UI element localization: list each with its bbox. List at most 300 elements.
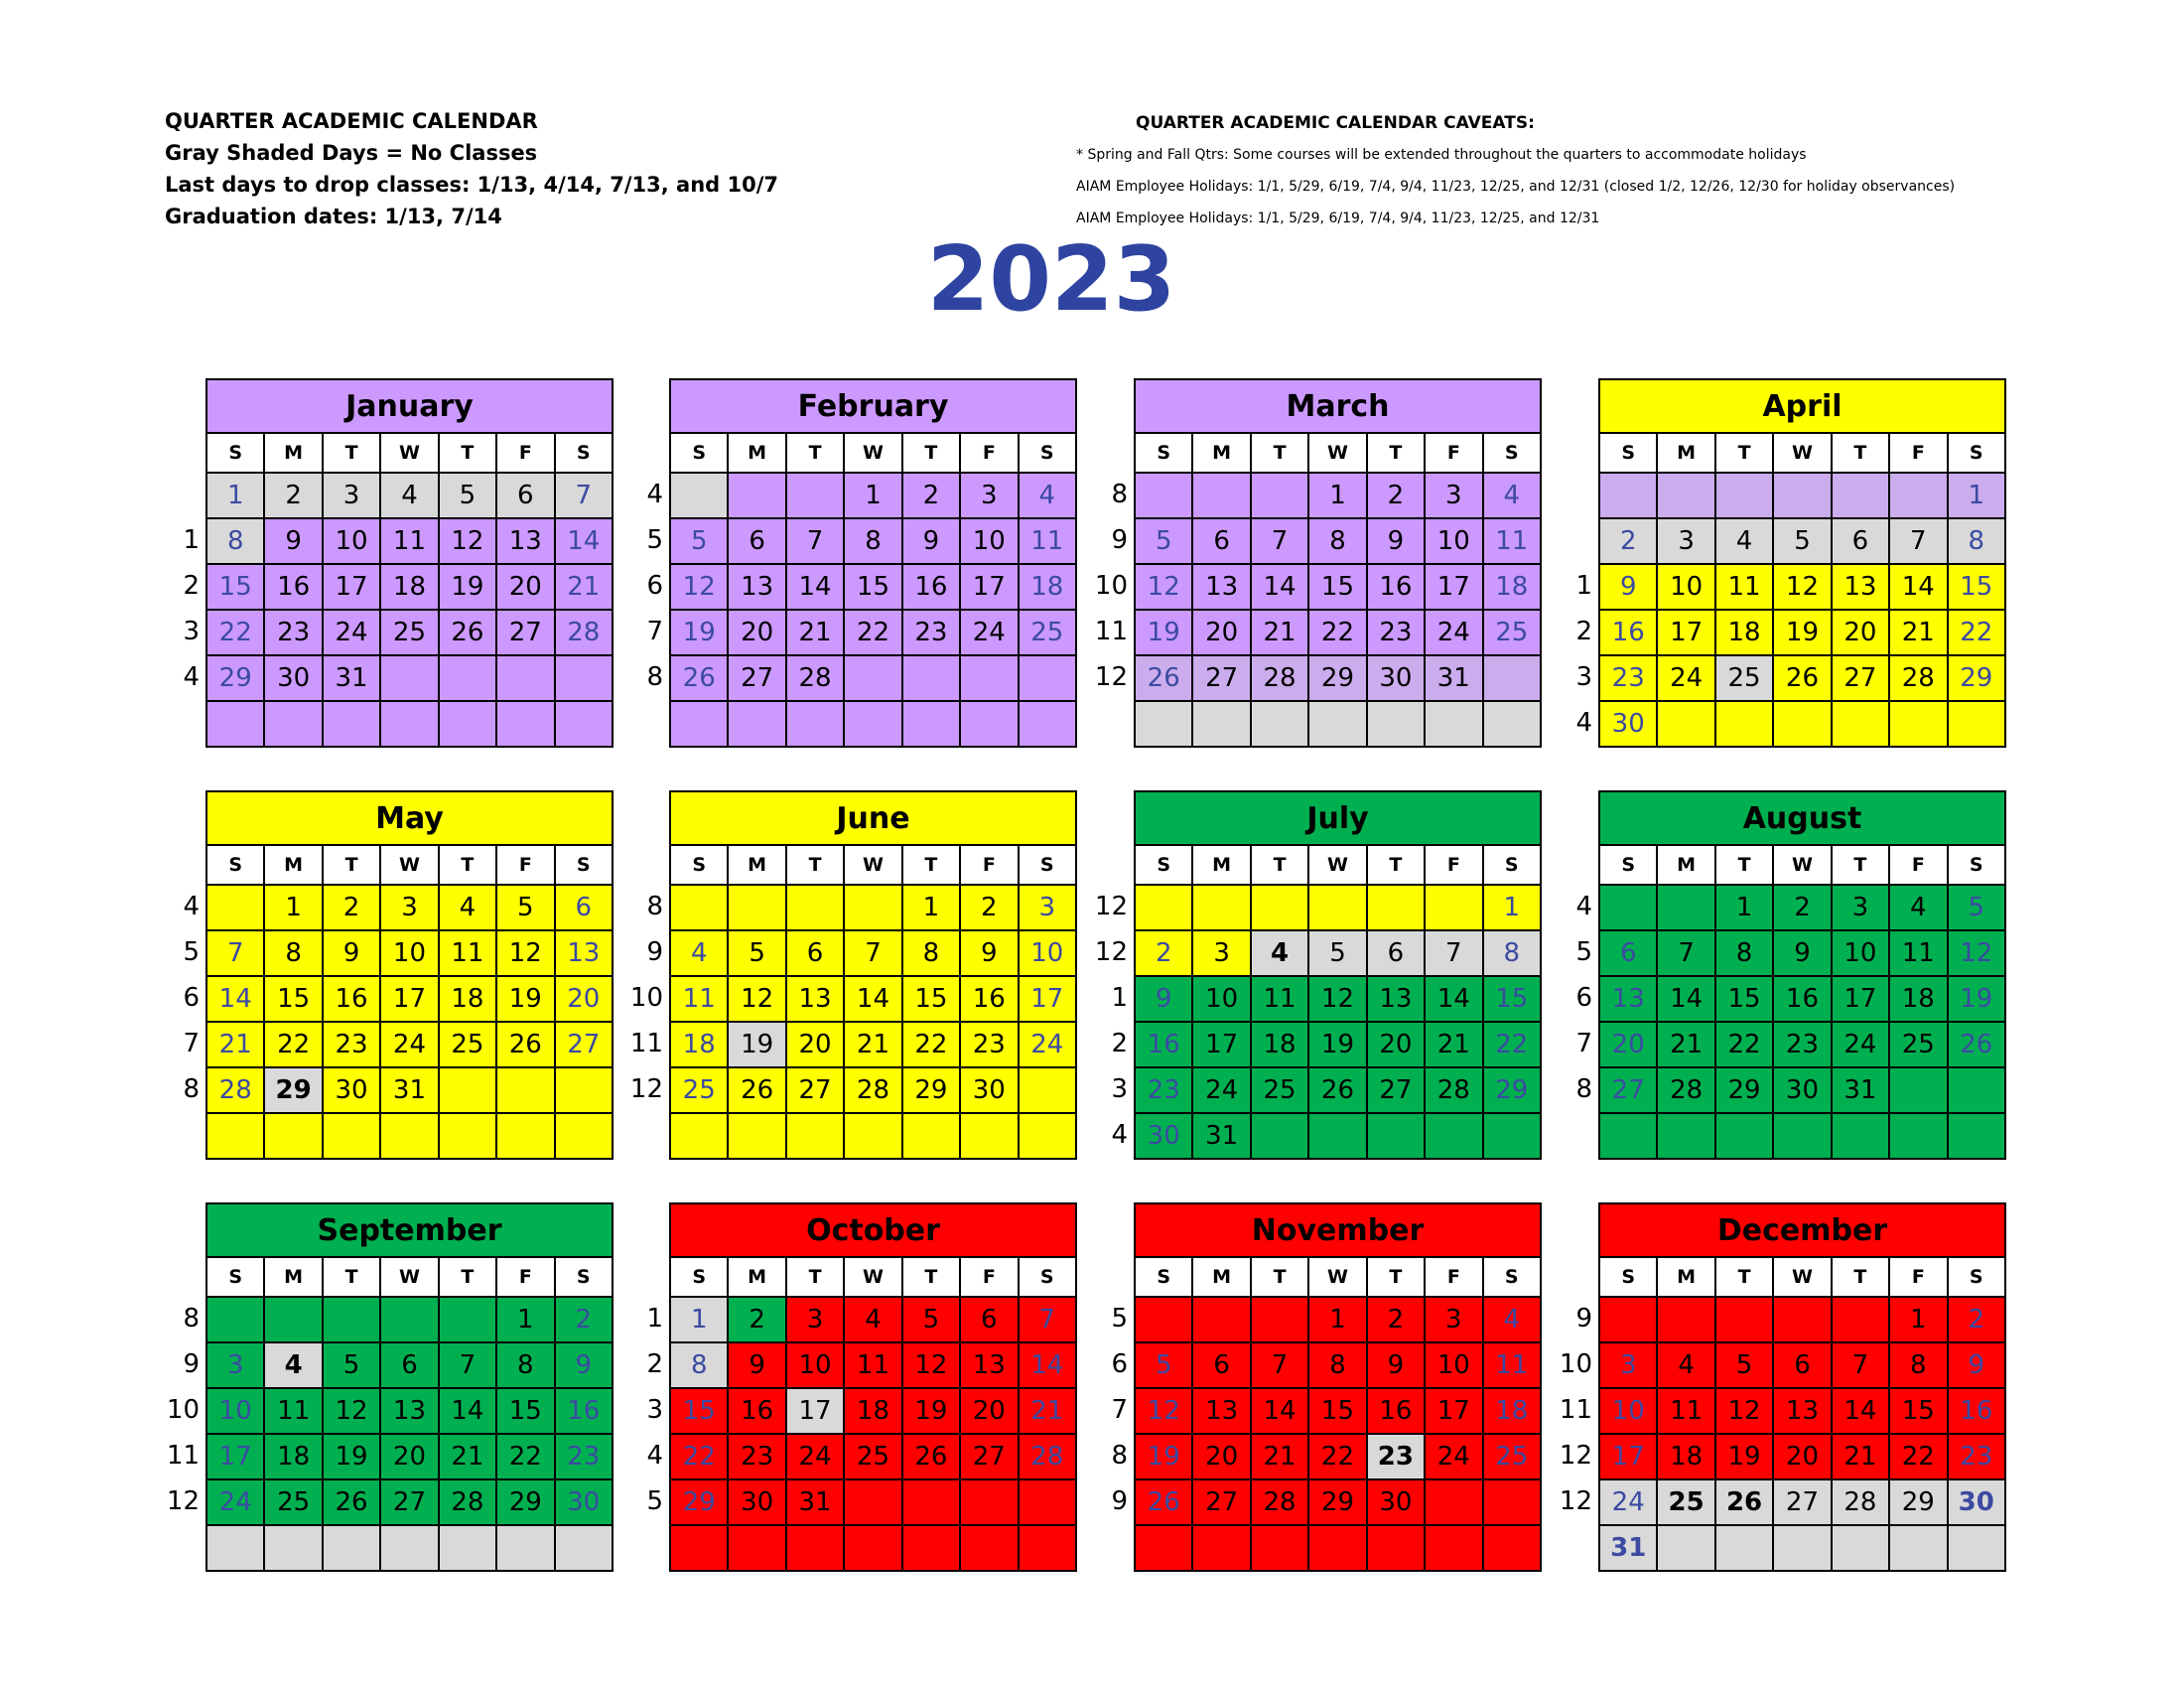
day-cell: 11 (1483, 1342, 1541, 1388)
day-cell: 7 (786, 518, 844, 564)
empty-cell (496, 1067, 554, 1113)
empty-cell (1715, 1525, 1773, 1571)
day-cell: 17 (1425, 1388, 1482, 1434)
day-cell: 21 (1889, 610, 1947, 655)
weekday-label: F (1425, 1257, 1482, 1297)
day-cell: 9 (1948, 1342, 2005, 1388)
day-cell: 25 (1715, 655, 1773, 701)
empty-cell (496, 655, 554, 701)
empty-cell (439, 1067, 496, 1113)
day-cell: 21 (1832, 1434, 1889, 1479)
empty-cell (1889, 701, 1947, 747)
day-cell: 10 (1425, 1342, 1482, 1388)
day-cell: 3 (1832, 885, 1889, 930)
week-number: 7 (183, 1029, 200, 1058)
day-cell: 16 (323, 976, 380, 1022)
week-number: 2 (646, 1349, 663, 1379)
day-cell: 4 (670, 930, 728, 976)
day-cell: 3 (960, 473, 1018, 518)
day-cell: 21 (1425, 1022, 1482, 1067)
weekday-label: S (670, 845, 728, 885)
weekday-label: W (1308, 433, 1366, 473)
weekday-label: T (323, 1257, 380, 1297)
day-cell: 8 (1308, 518, 1366, 564)
day-cell: 17 (1192, 1022, 1250, 1067)
day-cell: 20 (380, 1434, 438, 1479)
day-cell: 14 (555, 518, 613, 564)
week-number: 5 (1575, 937, 1592, 967)
day-cell: 12 (1308, 976, 1366, 1022)
day-cell: 8 (1715, 930, 1773, 976)
day-cell: 23 (1948, 1434, 2005, 1479)
empty-cell (960, 1525, 1018, 1571)
info-line: Graduation dates: 1/13, 7/14 (165, 205, 502, 228)
day-cell: 24 (380, 1022, 438, 1067)
empty-cell (555, 655, 613, 701)
day-cell: 21 (1251, 1434, 1308, 1479)
day-cell: 7 (1019, 1297, 1076, 1342)
day-cell: 6 (380, 1342, 438, 1388)
weekday-label: T (439, 845, 496, 885)
weekday-label: T (1715, 845, 1773, 885)
day-cell: 30 (1135, 1113, 1192, 1159)
empty-cell (1192, 885, 1250, 930)
day-cell: 15 (1715, 976, 1773, 1022)
month-title: November (1135, 1203, 1541, 1257)
day-cell: 24 (1425, 610, 1482, 655)
empty-cell (1192, 701, 1250, 747)
empty-cell (264, 1297, 322, 1342)
day-cell: 16 (1773, 976, 1831, 1022)
empty-cell (1135, 885, 1192, 930)
week-number: 12 (1559, 1441, 1592, 1471)
day-cell: 22 (670, 1434, 728, 1479)
day-cell: 20 (1599, 1022, 1657, 1067)
weekday-label: W (844, 433, 901, 473)
empty-cell (380, 1113, 438, 1159)
week-number: 8 (1111, 480, 1128, 509)
empty-cell (1367, 1525, 1425, 1571)
empty-cell (1308, 885, 1366, 930)
empty-cell (1135, 1525, 1192, 1571)
week-number: 8 (183, 1074, 200, 1104)
day-cell: 2 (1367, 1297, 1425, 1342)
day-cell: 10 (323, 518, 380, 564)
day-cell: 11 (1715, 564, 1773, 610)
day-cell: 9 (1367, 1342, 1425, 1388)
day-cell: 23 (1135, 1067, 1192, 1113)
day-cell: 22 (844, 610, 901, 655)
weekday-label: M (1657, 845, 1714, 885)
empty-cell (206, 1297, 264, 1342)
day-cell: 28 (1019, 1434, 1076, 1479)
day-cell: 25 (380, 610, 438, 655)
day-cell: 12 (1773, 564, 1831, 610)
day-cell: 17 (323, 564, 380, 610)
week-number: 9 (1575, 1304, 1592, 1334)
empty-cell (670, 1525, 728, 1571)
weekday-label: S (206, 845, 264, 885)
empty-cell (206, 1113, 264, 1159)
empty-cell (844, 885, 901, 930)
day-cell: 5 (1715, 1342, 1773, 1388)
day-cell: 5 (670, 518, 728, 564)
empty-cell (1948, 1113, 2005, 1159)
day-cell: 14 (1251, 564, 1308, 610)
empty-cell (1657, 701, 1714, 747)
day-cell: 13 (786, 976, 844, 1022)
day-cell: 14 (439, 1388, 496, 1434)
empty-cell (728, 1525, 785, 1571)
empty-cell (323, 701, 380, 747)
day-cell: 5 (496, 885, 554, 930)
day-cell: 31 (1425, 655, 1482, 701)
weekday-label: S (1599, 845, 1657, 885)
empty-cell (1657, 473, 1714, 518)
weekday-label: S (1483, 433, 1541, 473)
day-cell: 5 (1773, 518, 1831, 564)
weekday-label: F (1889, 1257, 1947, 1297)
day-cell: 16 (1367, 564, 1425, 610)
day-cell: 9 (1135, 976, 1192, 1022)
day-cell: 2 (1773, 885, 1831, 930)
day-cell: 1 (1308, 1297, 1366, 1342)
day-cell: 25 (1889, 1022, 1947, 1067)
caveat-line: AIAM Employee Holidays: 1/1, 5/29, 6/19, 7/4, 9/4, 11/23, 12/25, and 12/31 (1076, 211, 1600, 226)
day-cell: 18 (844, 1388, 901, 1434)
empty-cell (1308, 1525, 1366, 1571)
day-cell: 18 (1657, 1434, 1714, 1479)
day-cell: 10 (1425, 518, 1482, 564)
empty-cell (1773, 701, 1831, 747)
day-cell: 3 (323, 473, 380, 518)
day-cell: 5 (902, 1297, 960, 1342)
day-cell: 17 (1425, 564, 1482, 610)
weekday-label: W (844, 1257, 901, 1297)
day-cell: 7 (1251, 1342, 1308, 1388)
weekday-label: S (670, 1257, 728, 1297)
week-number: 4 (1575, 708, 1592, 738)
weekday-label: T (786, 433, 844, 473)
day-cell: 22 (264, 1022, 322, 1067)
day-cell: 29 (1715, 1067, 1773, 1113)
day-cell: 4 (439, 885, 496, 930)
day-cell: 2 (1367, 473, 1425, 518)
day-cell: 22 (206, 610, 264, 655)
day-cell: 19 (1948, 976, 2005, 1022)
day-cell: 13 (496, 518, 554, 564)
day-cell: 14 (1425, 976, 1482, 1022)
day-cell: 14 (1889, 564, 1947, 610)
day-cell: 21 (1019, 1388, 1076, 1434)
empty-cell (728, 701, 785, 747)
day-cell: 4 (1715, 518, 1773, 564)
day-cell: 19 (323, 1434, 380, 1479)
day-cell: 25 (670, 1067, 728, 1113)
day-cell: 12 (323, 1388, 380, 1434)
day-cell: 29 (1889, 1479, 1947, 1525)
day-cell: 5 (1135, 1342, 1192, 1388)
day-cell: 6 (786, 930, 844, 976)
empty-cell (1599, 1297, 1657, 1342)
weekday-label: T (323, 433, 380, 473)
weekday-label: S (555, 845, 613, 885)
empty-cell (960, 655, 1018, 701)
day-cell: 13 (1192, 564, 1250, 610)
week-number: 4 (183, 892, 200, 921)
day-cell: 20 (555, 976, 613, 1022)
day-cell: 7 (1889, 518, 1947, 564)
day-cell: 13 (1367, 976, 1425, 1022)
weekday-label: T (902, 1257, 960, 1297)
day-cell: 23 (1599, 655, 1657, 701)
day-cell: 22 (902, 1022, 960, 1067)
weekday-label: S (1483, 1257, 1541, 1297)
day-cell: 22 (496, 1434, 554, 1479)
day-cell: 8 (844, 518, 901, 564)
empty-cell (439, 701, 496, 747)
empty-cell (555, 701, 613, 747)
day-cell: 29 (1308, 655, 1366, 701)
empty-cell (960, 701, 1018, 747)
day-cell: 2 (902, 473, 960, 518)
day-cell: 26 (670, 655, 728, 701)
day-cell: 25 (1019, 610, 1076, 655)
week-number: 4 (646, 1441, 663, 1471)
info-line: QUARTER ACADEMIC CALENDAR (165, 109, 538, 133)
weekday-label: T (1832, 1257, 1889, 1297)
day-cell: 19 (902, 1388, 960, 1434)
day-cell: 5 (323, 1342, 380, 1388)
day-cell: 15 (496, 1388, 554, 1434)
day-cell: 30 (1367, 1479, 1425, 1525)
day-cell: 3 (1192, 930, 1250, 976)
week-number: 4 (646, 480, 663, 509)
week-number: 5 (646, 1486, 663, 1516)
week-number: 3 (183, 617, 200, 646)
weekday-label: M (264, 1257, 322, 1297)
day-cell: 15 (844, 564, 901, 610)
week-number: 8 (1575, 1074, 1592, 1104)
day-cell: 31 (786, 1479, 844, 1525)
day-cell: 11 (1889, 930, 1947, 976)
day-cell: 27 (1832, 655, 1889, 701)
day-cell: 21 (1657, 1022, 1714, 1067)
day-cell: 25 (439, 1022, 496, 1067)
empty-cell (786, 473, 844, 518)
day-cell: 28 (786, 655, 844, 701)
day-cell: 10 (1019, 930, 1076, 976)
day-cell: 25 (1483, 610, 1541, 655)
month-title: December (1599, 1203, 2005, 1257)
day-cell: 30 (1773, 1067, 1831, 1113)
empty-cell (1832, 1113, 1889, 1159)
day-cell: 8 (496, 1342, 554, 1388)
week-number: 11 (1559, 1395, 1592, 1425)
day-cell: 16 (960, 976, 1018, 1022)
day-cell: 6 (728, 518, 785, 564)
weekday-label: S (670, 433, 728, 473)
day-cell: 17 (1832, 976, 1889, 1022)
day-cell: 24 (1599, 1479, 1657, 1525)
week-number: 9 (1111, 1486, 1128, 1516)
day-cell: 29 (1483, 1067, 1541, 1113)
day-cell: 29 (206, 655, 264, 701)
day-cell: 27 (496, 610, 554, 655)
day-cell: 17 (960, 564, 1018, 610)
day-cell: 3 (786, 1297, 844, 1342)
day-cell: 26 (728, 1067, 785, 1113)
weekday-label: M (264, 433, 322, 473)
empty-cell (1251, 701, 1308, 747)
empty-cell (264, 1113, 322, 1159)
empty-cell (1019, 655, 1076, 701)
day-cell: 18 (1251, 1022, 1308, 1067)
weekday-label: S (1135, 845, 1192, 885)
day-cell: 9 (264, 518, 322, 564)
day-cell: 17 (380, 976, 438, 1022)
weekday-label: W (844, 845, 901, 885)
day-cell: 14 (206, 976, 264, 1022)
empty-cell (786, 1525, 844, 1571)
day-cell: 24 (1832, 1022, 1889, 1067)
day-cell: 7 (1251, 518, 1308, 564)
week-number: 4 (1111, 1120, 1128, 1150)
day-cell: 10 (1832, 930, 1889, 976)
week-number: 5 (1111, 1304, 1128, 1334)
empty-cell (1773, 1113, 1831, 1159)
day-cell: 20 (1832, 610, 1889, 655)
day-cell: 19 (1308, 1022, 1366, 1067)
week-number: 10 (629, 983, 663, 1013)
empty-cell (1251, 1113, 1308, 1159)
weekday-label: S (206, 1257, 264, 1297)
day-cell: 7 (555, 473, 613, 518)
empty-cell (380, 701, 438, 747)
day-cell: 31 (1832, 1067, 1889, 1113)
empty-cell (1889, 1067, 1947, 1113)
week-number: 5 (183, 937, 200, 967)
empty-cell (1251, 885, 1308, 930)
day-cell: 26 (439, 610, 496, 655)
day-cell: 17 (206, 1434, 264, 1479)
day-cell: 10 (206, 1388, 264, 1434)
day-cell: 21 (439, 1434, 496, 1479)
day-cell: 5 (1308, 930, 1366, 976)
day-cell: 28 (1425, 1067, 1482, 1113)
week-number: 8 (646, 662, 663, 692)
weekday-label: F (496, 1257, 554, 1297)
day-cell: 6 (1832, 518, 1889, 564)
day-cell: 28 (1251, 1479, 1308, 1525)
day-cell: 23 (1773, 1022, 1831, 1067)
week-number: 12 (1094, 892, 1128, 921)
day-cell: 30 (1367, 655, 1425, 701)
day-cell: 1 (670, 1297, 728, 1342)
day-cell: 7 (1832, 1342, 1889, 1388)
empty-cell (1019, 1067, 1076, 1113)
day-cell: 24 (1657, 655, 1714, 701)
empty-cell (670, 885, 728, 930)
week-number: 12 (1094, 662, 1128, 692)
day-cell: 7 (206, 930, 264, 976)
week-number: 11 (166, 1441, 200, 1471)
week-number: 6 (1575, 983, 1592, 1013)
empty-cell (555, 1525, 613, 1571)
day-cell: 16 (1367, 1388, 1425, 1434)
week-number: 11 (629, 1029, 663, 1058)
empty-cell (670, 701, 728, 747)
weekday-label: W (1773, 845, 1831, 885)
empty-cell (670, 473, 728, 518)
weekday-label: W (380, 1257, 438, 1297)
weekday-label: W (1773, 433, 1831, 473)
day-cell: 28 (1251, 655, 1308, 701)
weekday-label: M (1192, 1257, 1250, 1297)
empty-cell (1135, 1297, 1192, 1342)
day-cell: 18 (1889, 976, 1947, 1022)
day-cell: 23 (728, 1434, 785, 1479)
day-cell: 6 (555, 885, 613, 930)
empty-cell (1715, 473, 1773, 518)
day-cell: 28 (555, 610, 613, 655)
day-cell: 9 (728, 1342, 785, 1388)
day-cell: 11 (264, 1388, 322, 1434)
month-title: June (670, 791, 1076, 845)
empty-cell (1367, 885, 1425, 930)
day-cell: 25 (264, 1479, 322, 1525)
day-cell: 13 (1773, 1388, 1831, 1434)
weekday-label: S (1948, 845, 2005, 885)
empty-cell (1832, 473, 1889, 518)
day-cell: 6 (1192, 1342, 1250, 1388)
day-cell: 30 (1599, 701, 1657, 747)
empty-cell (439, 1297, 496, 1342)
empty-cell (380, 1297, 438, 1342)
week-number: 8 (183, 1304, 200, 1334)
weekday-label: T (1832, 433, 1889, 473)
day-cell: 16 (555, 1388, 613, 1434)
day-cell: 4 (1251, 930, 1308, 976)
day-cell: 26 (1948, 1022, 2005, 1067)
day-cell: 18 (670, 1022, 728, 1067)
day-cell: 24 (206, 1479, 264, 1525)
weekday-label: T (1251, 433, 1308, 473)
weekday-label: S (1135, 433, 1192, 473)
empty-cell (439, 1113, 496, 1159)
empty-cell (786, 1113, 844, 1159)
week-number: 3 (1575, 662, 1592, 692)
day-cell: 22 (1308, 1434, 1366, 1479)
weekday-label: S (1483, 845, 1541, 885)
weekday-label: T (786, 1257, 844, 1297)
day-cell: 27 (1192, 1479, 1250, 1525)
day-cell: 11 (1657, 1388, 1714, 1434)
caveat-line: * Spring and Fall Qtrs: Some courses will be extended throughout the quarters to accommodate holidays (1076, 147, 1807, 163)
day-cell: 24 (1192, 1067, 1250, 1113)
day-cell: 15 (1308, 564, 1366, 610)
day-cell: 13 (960, 1342, 1018, 1388)
weekday-label: F (496, 433, 554, 473)
month-title: October (670, 1203, 1076, 1257)
week-number: 9 (1111, 525, 1128, 555)
day-cell: 27 (380, 1479, 438, 1525)
day-cell: 19 (1135, 610, 1192, 655)
day-cell: 4 (380, 473, 438, 518)
weekday-label: T (1251, 845, 1308, 885)
empty-cell (728, 473, 785, 518)
empty-cell (1657, 1113, 1714, 1159)
